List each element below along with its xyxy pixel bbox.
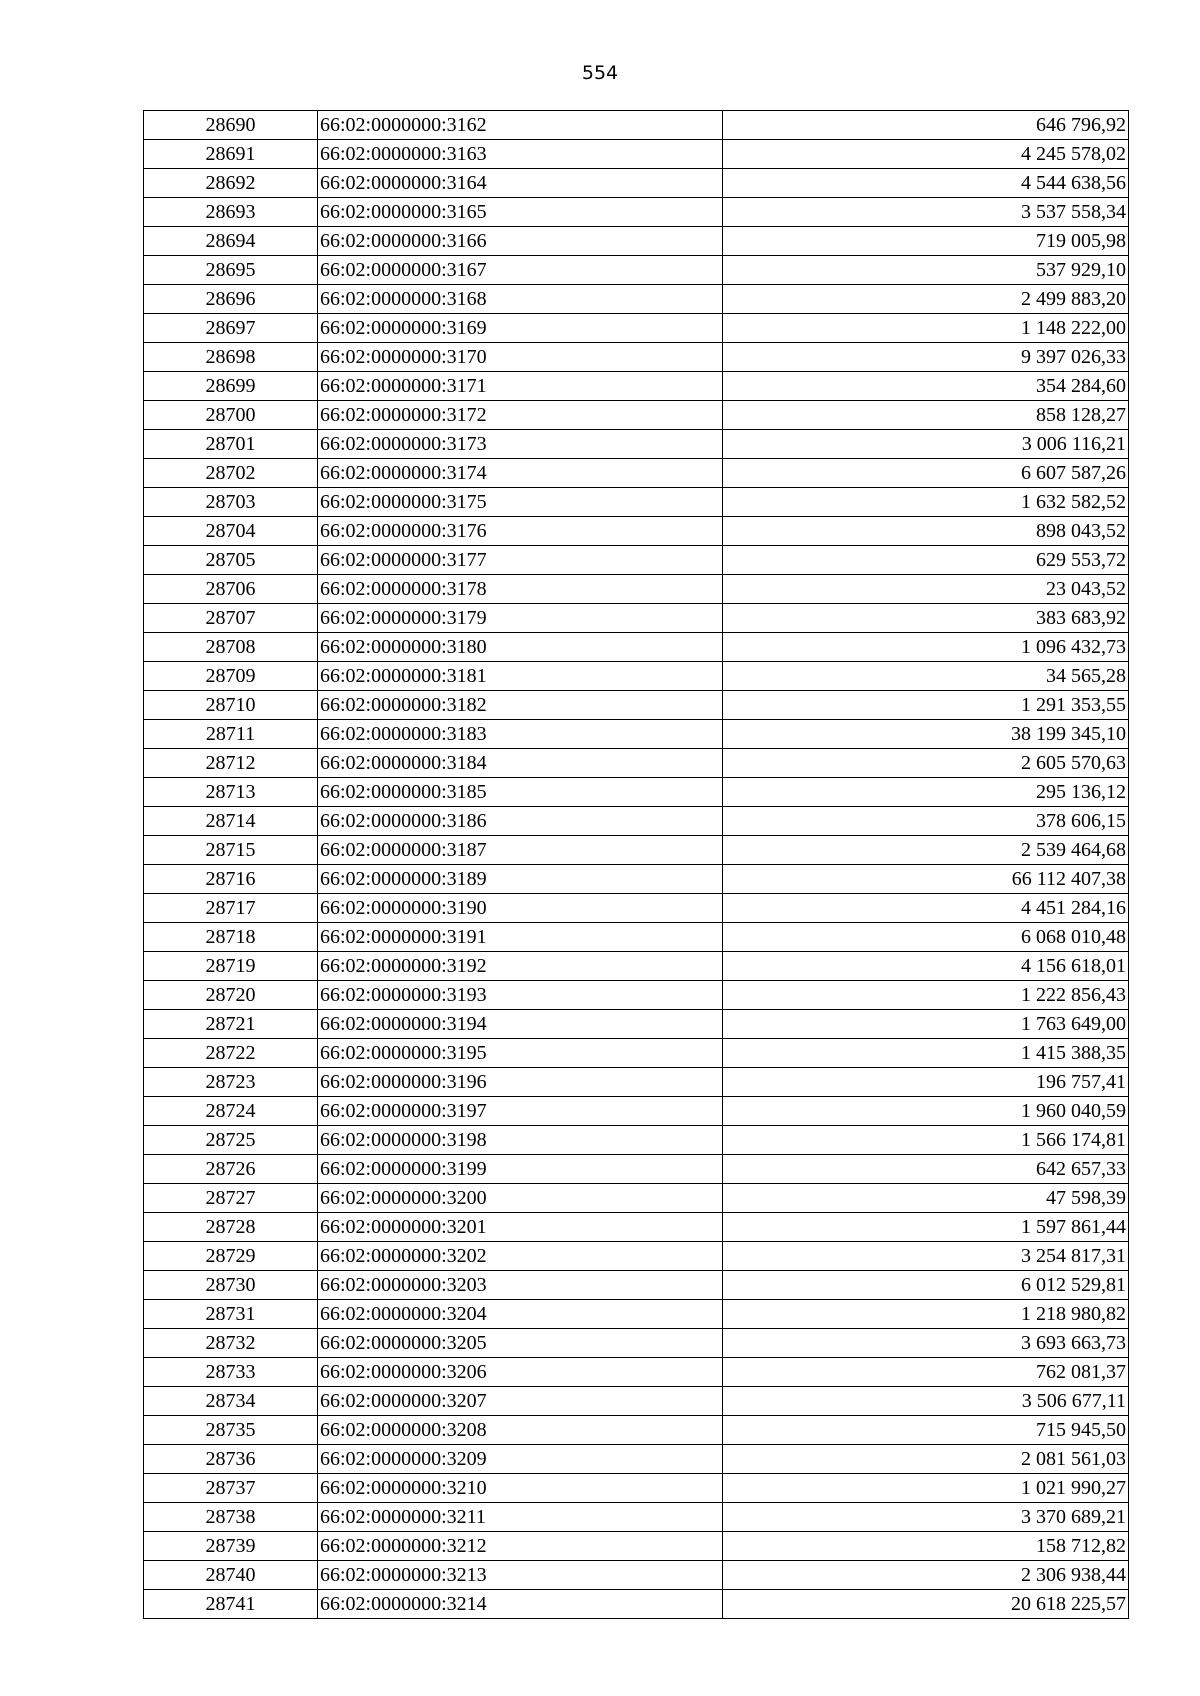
cadastral-number: 66:02:0000000:3213	[318, 1561, 723, 1590]
table-row	[144, 1068, 1129, 1097]
cadastral-value: 1 148 222,00	[723, 314, 1129, 343]
row-number: 28690	[144, 111, 318, 140]
table-row	[144, 227, 1129, 256]
row-number: 28717	[144, 894, 318, 923]
cadastral-value: 378 606,15	[723, 807, 1129, 836]
row-number: 28694	[144, 227, 318, 256]
cadastral-number: 66:02:0000000:3195	[318, 1039, 723, 1068]
table-row	[144, 778, 1129, 807]
table-row	[144, 1039, 1129, 1068]
cadastral-value: 642 657,33	[723, 1155, 1129, 1184]
cadastral-number: 66:02:0000000:3166	[318, 227, 723, 256]
table-row	[144, 807, 1129, 836]
table-row	[144, 1358, 1129, 1387]
row-number: 28720	[144, 981, 318, 1010]
table-row	[144, 604, 1129, 633]
cadastral-value: 47 598,39	[723, 1184, 1129, 1213]
cadastral-value: 2 539 464,68	[723, 836, 1129, 865]
row-number: 28719	[144, 952, 318, 981]
cadastral-value: 295 136,12	[723, 778, 1129, 807]
row-number: 28723	[144, 1068, 318, 1097]
table-row	[144, 1242, 1129, 1271]
table-row	[144, 894, 1129, 923]
cadastral-number: 66:02:0000000:3181	[318, 662, 723, 691]
cadastral-number: 66:02:0000000:3199	[318, 1155, 723, 1184]
table-row	[144, 1561, 1129, 1590]
cadastral-number: 66:02:0000000:3186	[318, 807, 723, 836]
cadastral-value: 1 632 582,52	[723, 488, 1129, 517]
cadastral-number: 66:02:0000000:3193	[318, 981, 723, 1010]
cadastral-number: 66:02:0000000:3200	[318, 1184, 723, 1213]
cadastral-value: 9 397 026,33	[723, 343, 1129, 372]
row-number: 28714	[144, 807, 318, 836]
row-number: 28708	[144, 633, 318, 662]
cadastral-value: 719 005,98	[723, 227, 1129, 256]
cadastral-value: 1 096 432,73	[723, 633, 1129, 662]
cadastral-number: 66:02:0000000:3190	[318, 894, 723, 923]
cadastral-value: 2 605 570,63	[723, 749, 1129, 778]
row-number: 28732	[144, 1329, 318, 1358]
cadastral-number: 66:02:0000000:3210	[318, 1474, 723, 1503]
cadastral-value: 1 021 990,27	[723, 1474, 1129, 1503]
table-row	[144, 1300, 1129, 1329]
cadastral-number: 66:02:0000000:3172	[318, 401, 723, 430]
table-row	[144, 256, 1129, 285]
row-number: 28730	[144, 1271, 318, 1300]
cadastral-number: 66:02:0000000:3189	[318, 865, 723, 894]
table-row	[144, 1010, 1129, 1039]
cadastral-number: 66:02:0000000:3194	[318, 1010, 723, 1039]
cadastral-number: 66:02:0000000:3204	[318, 1300, 723, 1329]
table-row	[144, 401, 1129, 430]
table-row	[144, 981, 1129, 1010]
table-row	[144, 662, 1129, 691]
cadastral-number: 66:02:0000000:3208	[318, 1416, 723, 1445]
cadastral-value: 629 553,72	[723, 546, 1129, 575]
row-number: 28722	[144, 1039, 318, 1068]
table-row	[144, 430, 1129, 459]
table-row	[144, 314, 1129, 343]
row-number: 28727	[144, 1184, 318, 1213]
row-number: 28712	[144, 749, 318, 778]
cadastral-value: 4 245 578,02	[723, 140, 1129, 169]
cadastral-number: 66:02:0000000:3169	[318, 314, 723, 343]
table-row	[144, 111, 1129, 140]
row-number: 28734	[144, 1387, 318, 1416]
cadastral-number: 66:02:0000000:3187	[318, 836, 723, 865]
cadastral-number: 66:02:0000000:3173	[318, 430, 723, 459]
cadastral-number: 66:02:0000000:3184	[318, 749, 723, 778]
table-row	[144, 517, 1129, 546]
cadastral-value: 1 763 649,00	[723, 1010, 1129, 1039]
cadastral-number: 66:02:0000000:3174	[318, 459, 723, 488]
cadastral-value: 354 284,60	[723, 372, 1129, 401]
row-number: 28740	[144, 1561, 318, 1590]
cadastral-value: 715 945,50	[723, 1416, 1129, 1445]
cadastral-number: 66:02:0000000:3201	[318, 1213, 723, 1242]
table-row	[144, 546, 1129, 575]
table-row	[144, 1184, 1129, 1213]
cadastral-number: 66:02:0000000:3196	[318, 1068, 723, 1097]
cadastral-number: 66:02:0000000:3205	[318, 1329, 723, 1358]
cadastral-number: 66:02:0000000:3191	[318, 923, 723, 952]
row-number: 28701	[144, 430, 318, 459]
row-number: 28707	[144, 604, 318, 633]
row-number: 28693	[144, 198, 318, 227]
cadastral-value: 3 506 677,11	[723, 1387, 1129, 1416]
cadastral-value: 3 254 817,31	[723, 1242, 1129, 1271]
table-row	[144, 836, 1129, 865]
row-number: 28697	[144, 314, 318, 343]
cadastral-value: 762 081,37	[723, 1358, 1129, 1387]
page-number: 554	[581, 62, 619, 84]
cadastral-value: 3 006 116,21	[723, 430, 1129, 459]
row-number: 28738	[144, 1503, 318, 1532]
row-number: 28724	[144, 1097, 318, 1126]
table-row	[144, 343, 1129, 372]
cadastral-value: 858 128,27	[723, 401, 1129, 430]
cadastral-value: 2 081 561,03	[723, 1445, 1129, 1474]
table-row	[144, 720, 1129, 749]
cadastral-value: 66 112 407,38	[723, 865, 1129, 894]
cadastral-number: 66:02:0000000:3212	[318, 1532, 723, 1561]
cadastral-value: 1 291 353,55	[723, 691, 1129, 720]
cadastral-number: 66:02:0000000:3176	[318, 517, 723, 546]
cadastral-value: 1 960 040,59	[723, 1097, 1129, 1126]
cadastral-number: 66:02:0000000:3180	[318, 633, 723, 662]
registry-table	[143, 110, 1129, 1619]
cadastral-value: 4 451 284,16	[723, 894, 1129, 923]
table-row	[144, 1155, 1129, 1184]
cadastral-value: 6 012 529,81	[723, 1271, 1129, 1300]
cadastral-number: 66:02:0000000:3170	[318, 343, 723, 372]
row-number: 28737	[144, 1474, 318, 1503]
cadastral-value: 6 068 010,48	[723, 923, 1129, 952]
cadastral-number: 66:02:0000000:3183	[318, 720, 723, 749]
row-number: 28706	[144, 575, 318, 604]
row-number: 28713	[144, 778, 318, 807]
cadastral-value: 1 222 856,43	[723, 981, 1129, 1010]
table-row	[144, 865, 1129, 894]
row-number: 28725	[144, 1126, 318, 1155]
row-number: 28733	[144, 1358, 318, 1387]
table-row	[144, 1271, 1129, 1300]
cadastral-value: 4 544 638,56	[723, 169, 1129, 198]
table-row	[144, 1503, 1129, 1532]
row-number: 28704	[144, 517, 318, 546]
cadastral-value: 158 712,82	[723, 1532, 1129, 1561]
table-body	[144, 111, 1129, 1619]
table-row	[144, 140, 1129, 169]
cadastral-number: 66:02:0000000:3162	[318, 111, 723, 140]
cadastral-number: 66:02:0000000:3179	[318, 604, 723, 633]
cadastral-number: 66:02:0000000:3167	[318, 256, 723, 285]
cadastral-value: 20 618 225,57	[723, 1590, 1129, 1619]
row-number: 28739	[144, 1532, 318, 1561]
cadastral-value: 3 537 558,34	[723, 198, 1129, 227]
table-row	[144, 1474, 1129, 1503]
cadastral-value: 537 929,10	[723, 256, 1129, 285]
row-number: 28721	[144, 1010, 318, 1039]
cadastral-number: 66:02:0000000:3163	[318, 140, 723, 169]
cadastral-value: 196 757,41	[723, 1068, 1129, 1097]
cadastral-number: 66:02:0000000:3171	[318, 372, 723, 401]
cadastral-number: 66:02:0000000:3209	[318, 1445, 723, 1474]
row-number: 28691	[144, 140, 318, 169]
cadastral-value: 23 043,52	[723, 575, 1129, 604]
row-number: 28703	[144, 488, 318, 517]
cadastral-value: 898 043,52	[723, 517, 1129, 546]
row-number: 28695	[144, 256, 318, 285]
row-number: 28705	[144, 546, 318, 575]
row-number: 28735	[144, 1416, 318, 1445]
row-number: 28731	[144, 1300, 318, 1329]
cadastral-number: 66:02:0000000:3214	[318, 1590, 723, 1619]
cadastral-number: 66:02:0000000:3175	[318, 488, 723, 517]
row-number: 28700	[144, 401, 318, 430]
table-row	[144, 1097, 1129, 1126]
cadastral-number: 66:02:0000000:3207	[318, 1387, 723, 1416]
cadastral-value: 646 796,92	[723, 111, 1129, 140]
cadastral-number: 66:02:0000000:3192	[318, 952, 723, 981]
row-number: 28716	[144, 865, 318, 894]
table-row	[144, 691, 1129, 720]
table-row	[144, 1126, 1129, 1155]
cadastral-value: 3 370 689,21	[723, 1503, 1129, 1532]
cadastral-value: 3 693 663,73	[723, 1329, 1129, 1358]
table-row	[144, 575, 1129, 604]
cadastral-value: 34 565,28	[723, 662, 1129, 691]
table-row	[144, 1329, 1129, 1358]
table-row	[144, 633, 1129, 662]
cadastral-number: 66:02:0000000:3203	[318, 1271, 723, 1300]
cadastral-value: 383 683,92	[723, 604, 1129, 633]
cadastral-value: 1 218 980,82	[723, 1300, 1129, 1329]
table-row	[144, 285, 1129, 314]
cadastral-value: 38 199 345,10	[723, 720, 1129, 749]
cadastral-number: 66:02:0000000:3185	[318, 778, 723, 807]
table-row	[144, 1416, 1129, 1445]
row-number: 28729	[144, 1242, 318, 1271]
cadastral-number: 66:02:0000000:3182	[318, 691, 723, 720]
cadastral-value: 6 607 587,26	[723, 459, 1129, 488]
table-row	[144, 488, 1129, 517]
cadastral-number: 66:02:0000000:3198	[318, 1126, 723, 1155]
table-row	[144, 372, 1129, 401]
table-row	[144, 1532, 1129, 1561]
row-number: 28710	[144, 691, 318, 720]
cadastral-number: 66:02:0000000:3165	[318, 198, 723, 227]
row-number: 28692	[144, 169, 318, 198]
cadastral-value: 1 415 388,35	[723, 1039, 1129, 1068]
cadastral-number: 66:02:0000000:3197	[318, 1097, 723, 1126]
row-number: 28711	[144, 720, 318, 749]
row-number: 28726	[144, 1155, 318, 1184]
cadastral-number: 66:02:0000000:3206	[318, 1358, 723, 1387]
table-row	[144, 198, 1129, 227]
cadastral-value: 2 306 938,44	[723, 1561, 1129, 1590]
table-row	[144, 923, 1129, 952]
cadastral-number: 66:02:0000000:3202	[318, 1242, 723, 1271]
table-row	[144, 169, 1129, 198]
row-number: 28715	[144, 836, 318, 865]
cadastral-number: 66:02:0000000:3164	[318, 169, 723, 198]
table-row	[144, 952, 1129, 981]
table-row	[144, 1213, 1129, 1242]
cadastral-number: 66:02:0000000:3211	[318, 1503, 723, 1532]
cadastral-value: 4 156 618,01	[723, 952, 1129, 981]
table-row	[144, 1590, 1129, 1619]
row-number: 28718	[144, 923, 318, 952]
row-number: 28699	[144, 372, 318, 401]
row-number: 28736	[144, 1445, 318, 1474]
row-number: 28702	[144, 459, 318, 488]
row-number: 28728	[144, 1213, 318, 1242]
row-number: 28698	[144, 343, 318, 372]
cadastral-value: 1 566 174,81	[723, 1126, 1129, 1155]
row-number: 28741	[144, 1590, 318, 1619]
table-row	[144, 1387, 1129, 1416]
cadastral-value: 2 499 883,20	[723, 285, 1129, 314]
cadastral-value: 1 597 861,44	[723, 1213, 1129, 1242]
row-number: 28696	[144, 285, 318, 314]
table-row	[144, 749, 1129, 778]
cadastral-number: 66:02:0000000:3178	[318, 575, 723, 604]
table-row	[144, 1445, 1129, 1474]
table-row	[144, 459, 1129, 488]
cadastral-number: 66:02:0000000:3177	[318, 546, 723, 575]
cadastral-number: 66:02:0000000:3168	[318, 285, 723, 314]
row-number: 28709	[144, 662, 318, 691]
